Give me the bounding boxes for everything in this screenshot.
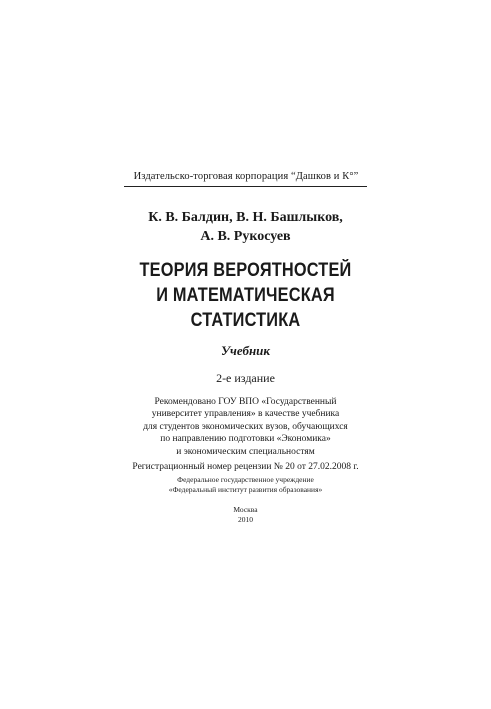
book-title-line-1: ТЕОРИЯ ВЕРОЯТНОСТЕЙ xyxy=(139,260,352,281)
recommendation-line-4: по направлению подготовки «Экономика» xyxy=(160,434,331,445)
imprint-city: Москва xyxy=(233,505,258,514)
authors-line-2: А. В. Рукосуев xyxy=(200,229,291,244)
authors-block xyxy=(0,208,491,246)
recommendation-line-1: Рекомендовано ГОУ ВПО «Государственный xyxy=(154,397,337,407)
recommendation-line-2: университет управления» в качестве учебника xyxy=(151,409,340,420)
imprint-block xyxy=(0,505,491,525)
institute-line-1: Федеральное государственное учреждение xyxy=(177,475,314,484)
book-title-line-3: СТАТИСТИКА xyxy=(190,310,301,331)
book-title-line-2: И МАТЕМАТИЧЕСКАЯ xyxy=(156,285,335,306)
institute-block xyxy=(0,475,491,495)
imprint-year: 2010 xyxy=(238,515,253,524)
publisher-line: Издательско-торговая корпорация “Дашков и К°” xyxy=(133,171,359,182)
publisher-underline xyxy=(124,186,367,187)
authors-line-1: К. В. Балдин, В. Н. Башлыков, xyxy=(148,210,343,225)
edition-label: 2-е издание xyxy=(216,371,275,385)
review-registration: Регистрационный номер рецензии № 20 от 27.02.2008 г. xyxy=(132,462,359,472)
institute-line-2: «Федеральный институт развития образования» xyxy=(168,485,323,494)
book-title xyxy=(34,258,456,333)
recommendation-line-5: и экономическим специальностям xyxy=(176,446,315,457)
recommendation-block xyxy=(0,396,491,458)
book-type: Учебник xyxy=(221,343,270,358)
recommendation-line-3: для студентов экономических вузов, обучающихся xyxy=(143,421,348,432)
